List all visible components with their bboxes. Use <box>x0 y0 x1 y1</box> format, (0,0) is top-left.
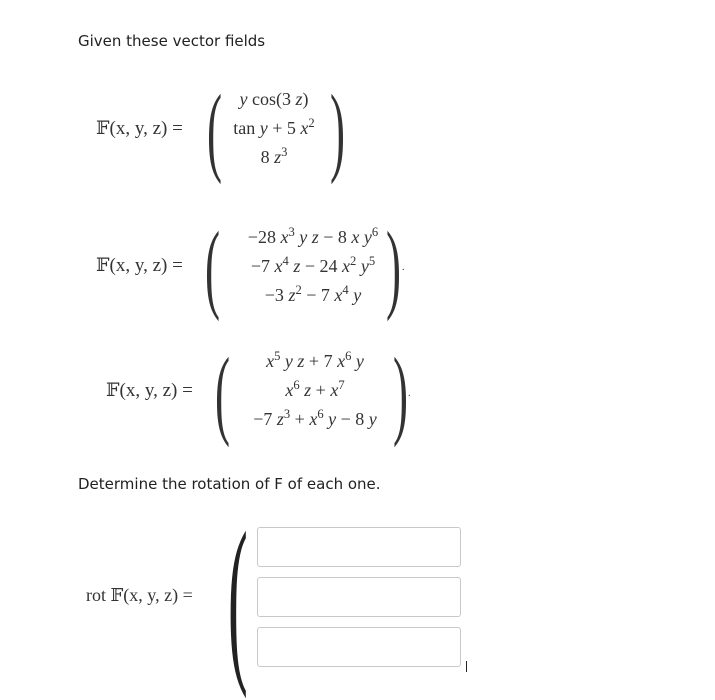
field-1-left-paren: ( <box>207 74 222 185</box>
field-2-rows <box>220 223 406 310</box>
field-3-left-paren: ( <box>215 337 230 448</box>
field-3-rows <box>230 347 400 434</box>
field-1-row: 8 $z^3$ <box>260 145 288 167</box>
intro-text: Given these vector fields <box>78 32 266 50</box>
field-3-row: $x^6$ $z + x^7$ <box>285 378 345 400</box>
field-3-right-paren: ) <box>393 337 408 448</box>
field-2-lhs: 𝔽(x, y, z) = <box>96 255 183 276</box>
question-text: Determine the rotation of F of each one. <box>78 475 381 493</box>
rot-x-input[interactable] <box>257 527 461 567</box>
field-2-row: −3 $z^2 - 7$ $x^4$ y <box>264 283 362 305</box>
field-3-lhs: 𝔽(x, y, z) = <box>106 380 193 401</box>
field-2-row: −28 $x^3$ y z − 8 x $y^6$ <box>247 225 379 247</box>
field-2-right-paren: ) <box>386 211 401 322</box>
text-cursor-mark <box>466 661 467 672</box>
field-1-right-paren: ) <box>330 74 345 185</box>
field-3-row: −7 $z^3 + x^6$ y − 8 y <box>253 407 377 429</box>
answer-lhs: rot 𝔽(x, y, z) = <box>86 585 193 605</box>
field-1-row: y cos(3 z) <box>239 89 309 109</box>
answer-left-paren: ( <box>228 495 248 700</box>
field-1-row: tan y + 5 $x^2$ <box>233 116 315 138</box>
field-3-row: $x^5$ y z + 7 $x^6$ y <box>266 349 364 371</box>
rot-z-input[interactable] <box>257 627 461 667</box>
field-1-lhs: 𝔽(x, y, z) = <box>96 118 183 139</box>
field-3-period: . <box>408 388 411 399</box>
field-2-row: −7 $x^4$ z − 24 $x^2$ $y^5$ <box>250 254 376 276</box>
rot-y-input[interactable] <box>257 577 461 617</box>
field-2-left-paren: ( <box>205 211 220 322</box>
field-2-period: . <box>402 262 405 273</box>
field-1-rows <box>222 85 326 172</box>
